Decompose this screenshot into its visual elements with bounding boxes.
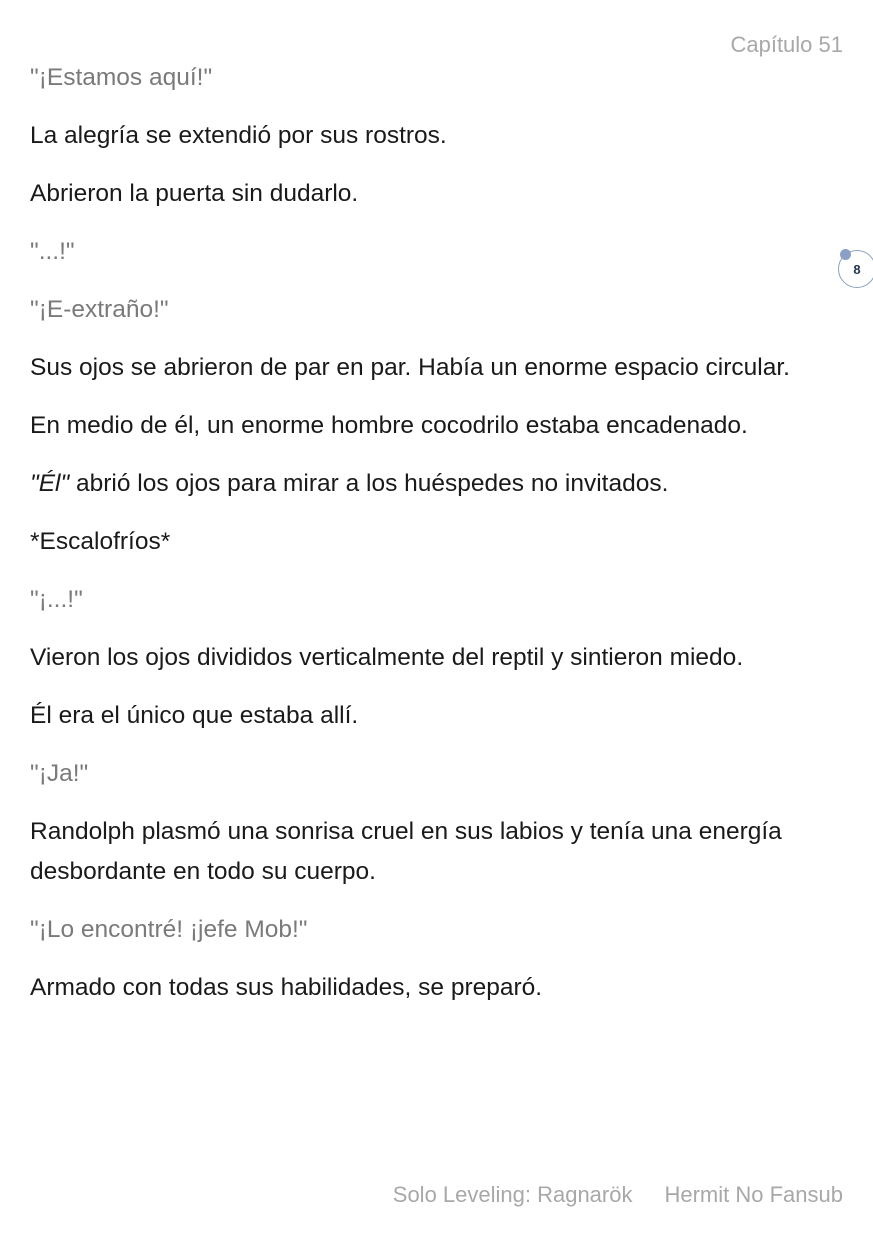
footer bbox=[393, 1182, 843, 1208]
paragraph-text: abrió los ojos para mirar a los huéspedes no invitados. bbox=[69, 470, 669, 497]
paragraph: "¡Lo encontré! ¡jefe Mob!" bbox=[30, 916, 308, 943]
paragraph: Sus ojos se abrieron de par en par. Había un enorme espacio circular. bbox=[30, 354, 790, 381]
novel-title: Solo Leveling: Ragnarök bbox=[392, 1182, 633, 1207]
paragraph: En medio de él, un enorme hombre cocodrilo estaba encadenado. bbox=[30, 412, 748, 439]
paragraph: "¡Ja!" bbox=[30, 760, 89, 787]
paragraph: Él era el único que estaba allí. bbox=[30, 702, 359, 729]
paragraph: Armado con todas sus habilidades, se preparó. bbox=[30, 974, 543, 1001]
chapter-label: Capítulo 51 bbox=[730, 32, 843, 57]
paragraph: Abrieron la puerta sin dudarlo. bbox=[30, 180, 359, 207]
paragraph: "¡E-extraño!" bbox=[30, 296, 169, 323]
paragraph: Vieron los ojos divididos verticalmente del reptil y sintieron miedo. bbox=[30, 644, 744, 671]
paragraph: "...!" bbox=[30, 238, 75, 265]
paragraph-comment-badge[interactable]: 8 bbox=[838, 250, 873, 288]
paragraph: La alegría se extendió por sus rostros. bbox=[30, 122, 447, 149]
paragraph bbox=[30, 464, 820, 504]
paragraph: Randolph plasmó una sonrisa cruel en sus labios y tenía una energía desbordante en todo su cuerpo. bbox=[30, 818, 782, 885]
italic-emphasis: "Él" bbox=[30, 470, 70, 497]
paragraph: "¡Estamos aquí!" bbox=[30, 64, 213, 91]
translator-name: Hermit No Fansub bbox=[664, 1182, 843, 1207]
paragraph: *Escalofríos* bbox=[30, 528, 171, 555]
chapter-text bbox=[30, 58, 820, 1026]
paragraph: "¡...!" bbox=[30, 586, 83, 613]
